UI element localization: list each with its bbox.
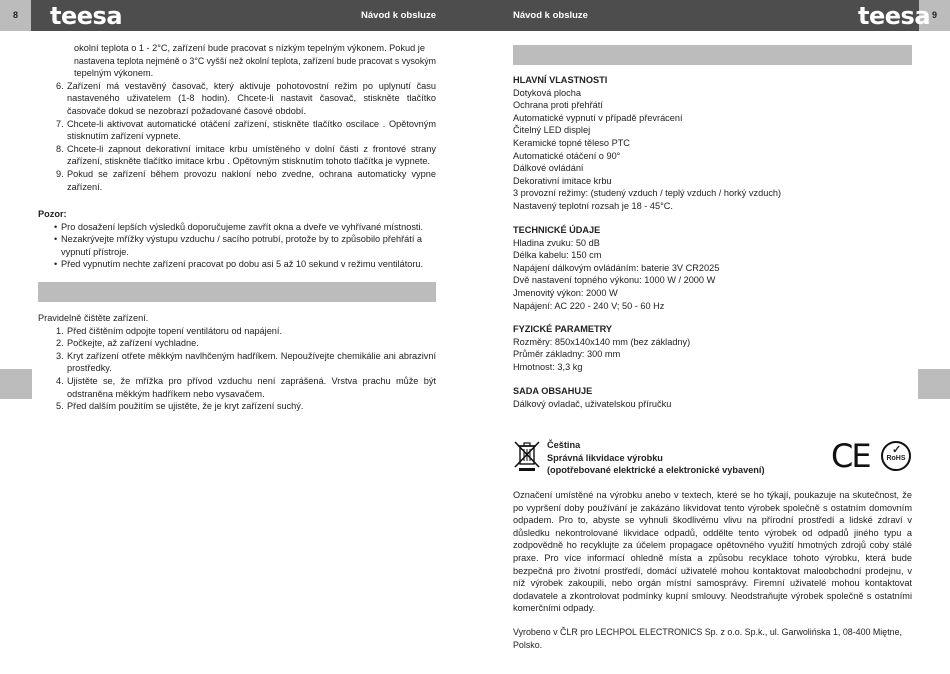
list-item: Automatické otáčení o 90° xyxy=(513,150,621,161)
list-item: 3 provozní režimy: (studený vzduch / teplý vzduch / horký vzduch) xyxy=(513,188,782,199)
physical-section xyxy=(513,323,912,373)
list-item: Nastavený teplotní rozsah je 18 - 45°C. xyxy=(513,200,673,211)
ce-mark-icon: CE xyxy=(831,437,870,475)
tech-title: TECHNICKÉ ÚDAJE xyxy=(513,225,601,235)
list-item: Automatické vypnutí v případě převrácení xyxy=(513,112,683,123)
instructions-continued xyxy=(38,42,436,193)
warning-list xyxy=(38,221,436,271)
list-item: • Pro dosažení lepších výsledků doporučujeme zavřít okna a dveře ve vyhřívané místnosti. xyxy=(54,221,424,232)
page-number-right: 9 xyxy=(919,0,950,31)
warning-section xyxy=(38,208,436,271)
list-item: Průměr základny: 300 mm xyxy=(513,349,621,360)
side-tab-right xyxy=(918,369,950,399)
section-bar-cleaning xyxy=(38,282,436,302)
disposal-text: Označení umístěné na výrobku anebo v textech, které se ho týkají, poukazuje na skutečnost, že po vypršení doby používání je zakázáno likvidovat tento výrobek společně s ostatním domovním odpadem. Pro to, abyste se vyhnuli škodlivému vlivu na přírodní prostředí a lidské zdraví v důsledku nekontrolované likvidace odpadů, oddělte tento výrobek od odpadů jiného typu a zodpovědně ho recyklujte za účelem propagace opětovného využití hmotných zdrojů coby stálé praxe. Pro více informací ohledně místa a způsobu recyklace tohoto výrobku, která bude bezpečná pro životní prostředí, domácí uživatelé mohou kontaktovat maloobchodní prodejnu, v níž výrobek zakoupili, nebo orgán místní samosprávy. Firemní uživatelé mohou kontaktovat dodavatele a zkontrolovat podmínky kupní smlouvy. Neodstraňujte výrobek společně s ostatními komerčními odpady. xyxy=(513,490,912,614)
package-section xyxy=(513,385,912,410)
list-item: • Před vypnutím nechte zařízení pracovat po dobu asi 5 až 10 sekund v režimu ventilátoru. xyxy=(54,259,424,270)
list-item: 5. Před dalším použitím se ujistěte, že je kryt zařízení suchý. xyxy=(56,401,304,412)
list-item: Hladina zvuku: 50 dB xyxy=(513,237,600,248)
list-item: Keramické topné těleso PTC xyxy=(513,137,630,148)
list-item: Dvě nastavení topného výkonu: 1000 W / 2000 W xyxy=(513,275,716,286)
list-item: 6. Zařízení má vestavěný časovač, který aktivuje pohotovostní režim po uplynutí času nastaveného uživatelem (1-8 hodin). Chcete-li nastavit časovač, stiskněte tlačítko časovače dokud se nezobrazí požadované časové období. xyxy=(56,80,436,116)
list-item: Dálkové ovládání xyxy=(513,163,584,174)
text-line: tepelným výkonem. xyxy=(74,68,154,79)
list-item: Čitelný LED displej xyxy=(513,125,591,136)
cleaning-intro: Pravidelně čištěte zařízení. xyxy=(38,313,149,323)
list-item: Rozměry: 850x140x140 mm (bez základny) xyxy=(513,336,691,347)
disposal-title: Správná likvidace výrobku xyxy=(547,452,663,463)
cleaning-section xyxy=(38,312,436,413)
list-item: Hmotnost: 3,3 kg xyxy=(513,361,583,372)
rohs-mark-icon: ✓ RoHS xyxy=(881,441,911,471)
steps-list xyxy=(38,80,436,193)
list-item: 2. Počkejte, až zařízení vychladne. xyxy=(56,338,199,349)
crossed-bin-icon xyxy=(513,440,541,472)
text-line: okolní teplota o 1 - 2°C, zařízení bude pracovat s nízkým tepelným výkonem. Pokud je xyxy=(74,43,425,53)
disposal-heading xyxy=(547,439,827,477)
list-item: Ochrana proti přehřátí xyxy=(513,100,603,111)
list-item: 3. Kryt zařízení otřete měkkým navlhčeným hadříkem. Nepoužívejte chemikálie ani abrazivní prostředky. xyxy=(56,350,436,374)
features-section xyxy=(513,74,912,213)
list-item: Napájení: AC 220 - 240 V; 50 - 60 Hz xyxy=(513,300,665,311)
page-number-left: 8 xyxy=(0,0,31,31)
list-item: Délka kabelu: 150 cm xyxy=(513,250,602,261)
header-title-left: Návod k obsluze xyxy=(361,10,436,21)
tech-section xyxy=(513,224,912,312)
continued-paragraph xyxy=(38,42,436,80)
physical-title: FYZICKÉ PARAMETRY xyxy=(513,324,613,334)
list-item: 1. Před čištěním odpojte topení ventilátoru od napájení. xyxy=(56,325,283,336)
list-item: 7. Chcete-li aktivovat automatické otáčení zařízení, stiskněte tlačítko oscilace . Opětovným stisknutím zařízení vypnete. xyxy=(56,118,436,142)
section-bar-specs xyxy=(513,45,912,65)
cleaning-steps xyxy=(38,325,436,413)
manufacturer-line: Vyrobeno v ČLR pro LECHPOL ELECTRONICS Sp. z o.o. Sp.k., ul. Garwolińska 1, 08-400 Miętne, Polsko. xyxy=(513,627,903,650)
header-title-right: Návod k obsluze xyxy=(513,10,588,21)
warning-title: Pozor: xyxy=(38,209,67,219)
checkmark-icon: ✓ xyxy=(892,444,902,456)
text-line: nastavena teplota nejméně o 3°C vyšší než okolní teplota, zařízení bude pracovat s vysokým xyxy=(74,55,436,66)
brand-logo-left: teesa xyxy=(50,2,123,30)
list-item: Jmenovitý výkon: 2000 W xyxy=(513,287,618,298)
features-title: HLAVNÍ VLASTNOSTI xyxy=(513,75,608,85)
list-item: 9. Pokud se zařízení během provozu nakloní nebo zvedne, ochrana automaticky vypne zařízení. xyxy=(56,168,436,192)
package-title: SADA OBSAHUJE xyxy=(513,386,593,396)
list-item: 8. Chcete-li zapnout dekorativní imitace krbu umístěného v dolní části z frontové strany zařízení, stiskněte tlačítko imitace krbu . Opětovným stisknutím tohoto tlačítka je vypnete. xyxy=(56,143,436,167)
side-tab-left xyxy=(0,369,32,399)
list-item: Napájení dálkovým ovládáním: baterie 3V CR2025 xyxy=(513,262,720,273)
brand-logo-right: teesa xyxy=(858,2,931,30)
list-item: • Nezakrývejte mřížky výstupu vzduchu / sacího potrubí, protože by to způsobilo přehřátí a vypnutí přístroje. xyxy=(54,234,423,257)
disposal-subtitle: (opotřebované elektrické a elektronické vybavení) xyxy=(547,465,765,476)
list-item: Dotyková plocha xyxy=(513,87,581,98)
list-item: 4. Ujistěte se, že mřížka pro přívod vzduchu není zaprášená. Vrstva prachu může být odstraněna měkkým hadříkem nebo vysavačem. xyxy=(56,375,436,399)
disposal-language: Čeština xyxy=(547,440,581,450)
list-item: Dálkový ovladač, uživatelskou příručku xyxy=(513,398,672,409)
list-item: Dekorativní imitace krbu xyxy=(513,175,612,186)
